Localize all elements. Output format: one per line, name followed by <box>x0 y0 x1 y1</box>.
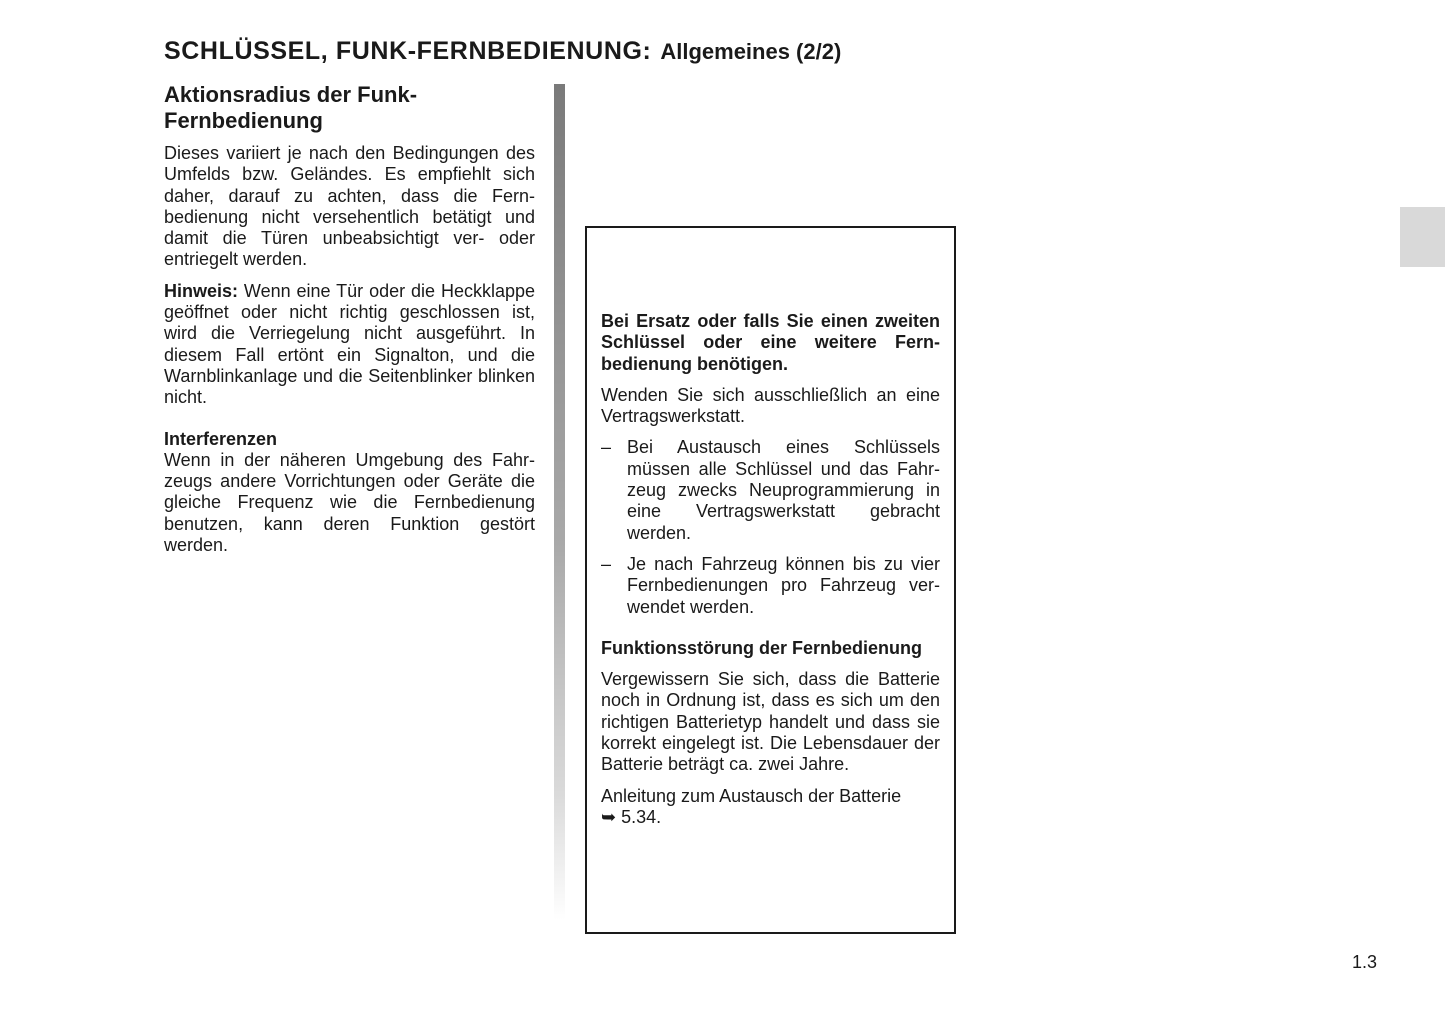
list-item-text: Je nach Fahrzeug können bis zu vier Fernbedienungen pro Fahrzeug verwendet werden. <box>627 553 940 617</box>
arrow-icon: ➥ <box>601 806 617 827</box>
column-divider <box>554 84 565 920</box>
battery-paragraph <box>601 786 940 829</box>
note-text: Wenn eine Tür oder die Heckklappe geöffnet oder nicht richtig geschlossen ist, wird die Verriegelung nicht ausgeführt. In diesem Fall ertönt ein Signalton, und die Warnblinkanlage und die Seitenblinker blinken nicht. <box>164 280 535 408</box>
interference-heading: Interferenzen <box>164 428 278 449</box>
notice-heading: Bei Ersatz oder falls Sie einen zweiten Schlüssel oder eine weitere Fernbedienung benötigen. <box>601 311 940 374</box>
range-heading-line1: Aktionsradius der Funk- <box>164 82 418 107</box>
chapter-tab <box>1400 207 1445 267</box>
notice-content <box>601 311 940 828</box>
dash-marker: – <box>601 437 612 458</box>
range-paragraph: Dieses variiert je nach den Bedingungen des Umfelds bzw. Geländes. Es empfiehlt sich daher, darauf zu achten, dass die Fernbedienung nicht versehentlich betätigt und damit die Türen unbeabsichtigt ver- oder entriegelt werden. <box>164 143 535 270</box>
page-title-sub: Allgemeines (2/2) <box>660 39 842 64</box>
note-paragraph <box>164 281 535 409</box>
notice-list <box>601 437 940 617</box>
dash-marker: – <box>601 553 612 574</box>
battery-text: Anleitung zum Austausch der Batterie <box>601 785 902 806</box>
note-label: Hinweis: <box>164 280 239 301</box>
interference-paragraph: Wenn in der näheren Umgebung des Fahrzeugs andere Vorrichtungen oder Geräte die gleiche Frequenz wie die Fernbedienung benutzen, kann deren Funktion gestört werden. <box>164 449 535 556</box>
battery-page-ref: 5.34. <box>616 806 662 827</box>
malfunction-paragraph: Vergewissern Sie sich, dass die Batterie noch in Ordnung ist, dass es sich um den richtigen Batterietyp handelt und dass sie korrekt eingelegt ist. Die Lebensdauer der Batterie beträgt ca. zwei Jahre. <box>601 669 940 775</box>
list-item <box>601 554 940 618</box>
list-item <box>601 437 940 543</box>
page-title-main: SCHLÜSSEL, FUNK-FERNBEDIENUNG: <box>164 37 652 65</box>
range-heading-line2: Fernbedienung <box>164 108 323 133</box>
page-number: 1.3 <box>1352 952 1378 972</box>
notice-intro: Wenden Sie sich ausschließlich an eine Vertragswerkstatt. <box>601 384 940 427</box>
range-heading <box>164 82 535 134</box>
list-item-text: Bei Austausch eines Schlüssels müssen alle Schlüssel und das Fahrzeug zwecks Neuprogrammierung in eine Vertragswerkstatt gebracht werden. <box>627 437 940 543</box>
notice-box <box>585 226 956 934</box>
malfunction-heading: Funktionsstörung der Fernbedienung <box>601 637 922 658</box>
left-column <box>164 82 535 556</box>
page-title <box>164 30 841 67</box>
